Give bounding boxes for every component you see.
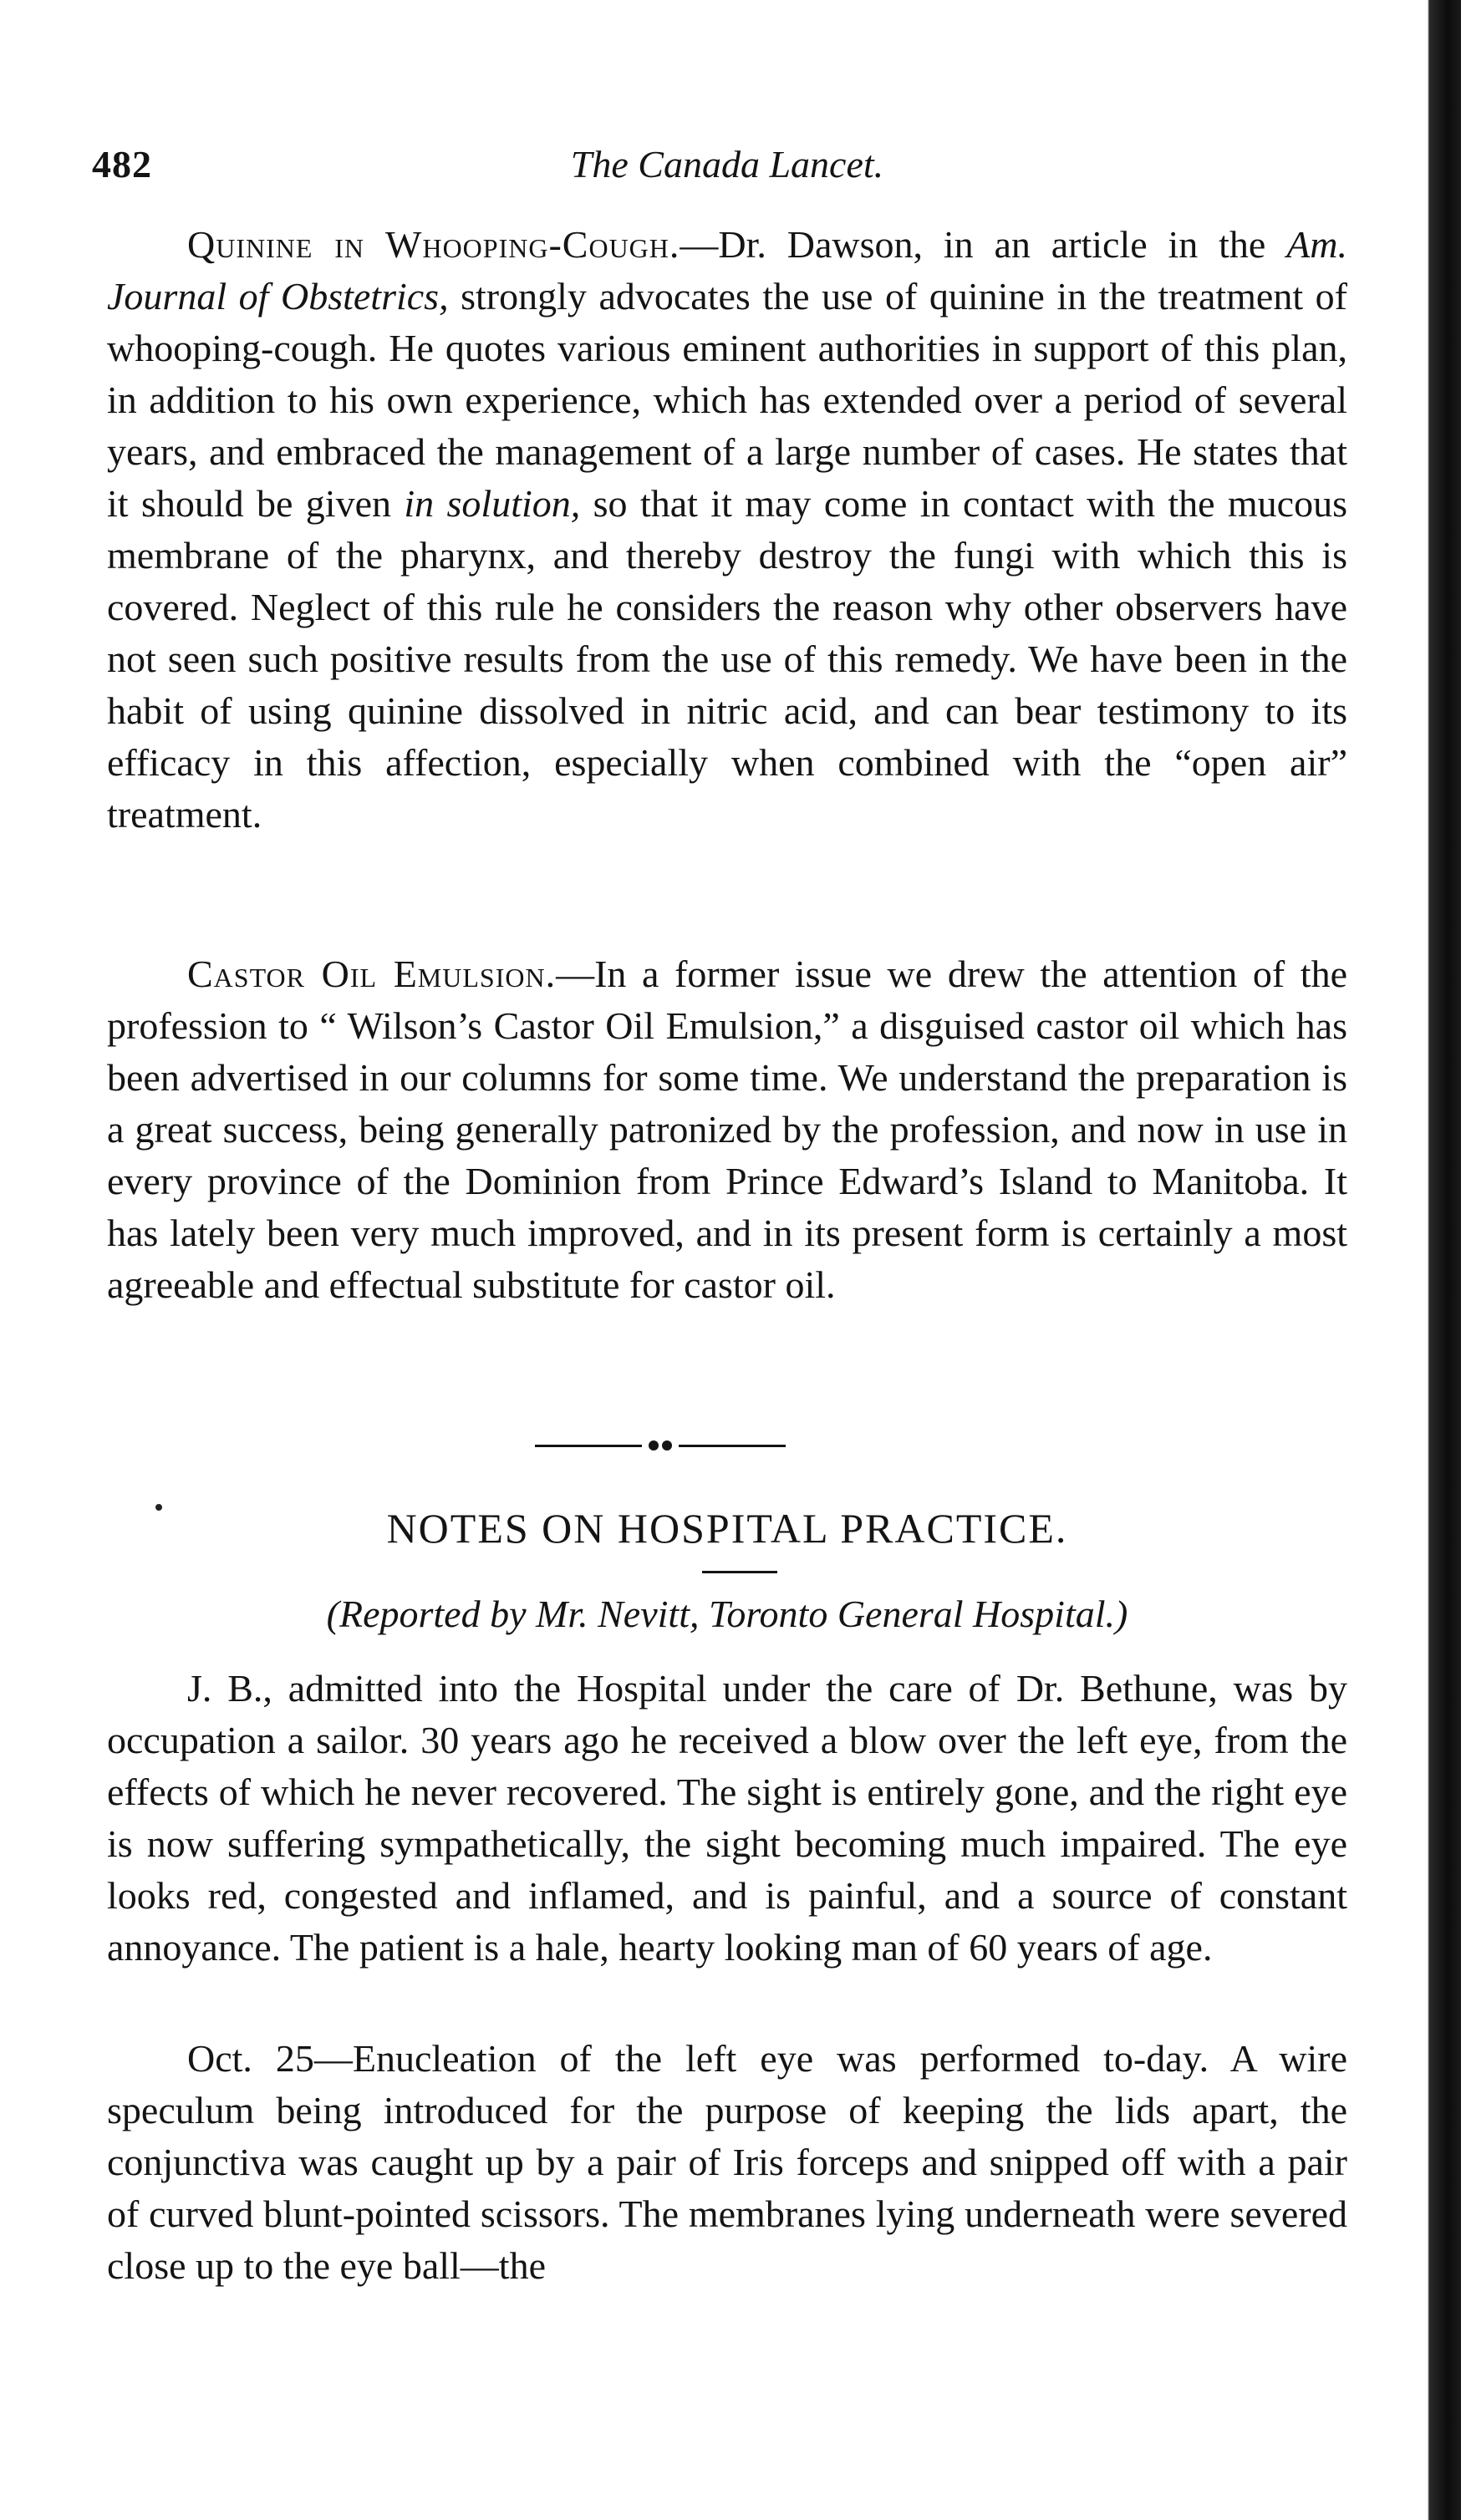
- article-quinine: [107, 219, 1347, 841]
- article-heading: Quinine in Whooping-Cough.: [187, 223, 680, 266]
- page-header: [92, 142, 1362, 192]
- article-heading: Castor Oil Emulsion.: [187, 953, 557, 995]
- divider-dot: [649, 1440, 659, 1451]
- case-report-continued: [107, 2033, 1347, 2292]
- title-rule: [702, 1571, 777, 1573]
- case-paragraph: Oct. 25—Enucleation of the left eye was performed to-day. A wire speculum being introduced for the purpose of keeping the lids apart, the conjunctiva was caught up by a pair of Iris forceps and snipped off with a pair of curved blunt-pointed scissors. The membranes lying underneath were severed close up to the eye ball—the: [107, 2037, 1347, 2287]
- emphasis-text: in solution,: [404, 482, 581, 525]
- divider-dot: [662, 1440, 672, 1451]
- page-number: 482: [92, 143, 152, 185]
- article-castor-oil: [107, 948, 1347, 1311]
- section-title: NOTES ON HOSPITAL PRACTICE.: [386, 1505, 1068, 1552]
- divider-line: [679, 1445, 786, 1447]
- article-paragraph: [107, 219, 1347, 841]
- section-byline: (Reported by Mr. Nevitt, Toronto General Hospital.): [326, 1593, 1128, 1635]
- article-text: —Dr. Dawson, in an article in the: [680, 223, 1287, 266]
- article-text: strongly advocates the use of quinine in the treatment of whooping-cough. He quotes various eminent authorities in support of this plan, in addition to his own experience, which has extended over a period of several years, and embraced the management of a large number of cases. He states that it should be given: [107, 275, 1347, 525]
- article-text: so that it may come in contact with the mucous membrane of the pharynx, and thereby destroy the fungi with which this is covered. Neglect of this rule he considers the reason why other observers have not seen such positive results from the use of this remedy. We have been in the habit of using quinine dissolved in nitric acid, and can bear testimony to its efficacy in this affection, especially when combined with the “open air” treatment.: [107, 482, 1347, 836]
- article-paragraph: [107, 948, 1347, 1311]
- journal-title: Am. Journal of Obstetrics,: [107, 223, 1348, 318]
- section-divider-ornament: [535, 1437, 786, 1454]
- page-edge-shadow: [1423, 0, 1461, 2520]
- case-paragraph: J. B., admitted into the Hospital under the care of Dr. Bethune, was by occupation a sailor. 30 years ago he received a blow over the left eye, from the effects of which he never recovered. The sight is entirely gone, and the right eye is now suffering sympathetically, the sight becoming much impaired. The eye looks red, congested and inflamed, and is painful, and a source of constant annoyance. The patient is a hale, hearty looking man of 60 years of age.: [107, 1667, 1347, 1969]
- running-head: The Canada Lancet.: [570, 143, 884, 185]
- case-report: [107, 1663, 1347, 1974]
- article-text: —In a former issue we drew the attention of the profession to “ Wilson’s Castor Oil Emulsion,” a disguised castor oil which has been advertised in our columns for some time. We understand the preparation is a great success, being generally patronized by the profession, and now in use in every province of the Dominion from Prince Edward’s Island to Manitoba. It has lately been very much improved, and in its present form is certainly a most agreeable and effectual substitute for castor oil.: [107, 953, 1347, 1306]
- divider-line: [535, 1445, 642, 1447]
